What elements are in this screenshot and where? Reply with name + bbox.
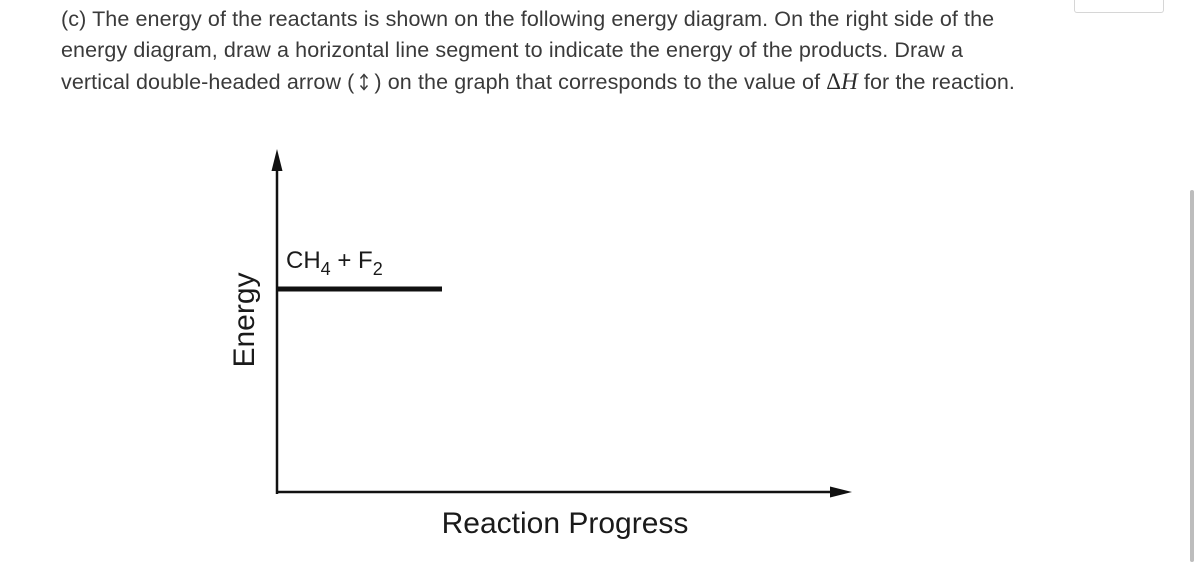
y-axis-arrowhead bbox=[272, 149, 283, 171]
question-text-start: The energy of the reactants is shown on the following energy diagram. On the right side of the energy diagram, draw a horizontal line segment to indicate the energy of the products. Draw a vertical double-headed arrow ( bbox=[61, 7, 995, 94]
x-axis-label: Reaction Progress bbox=[441, 507, 689, 540]
question-part: (c) bbox=[61, 7, 87, 31]
question-text-middle: ) on the graph that corresponds to the value of bbox=[374, 70, 827, 94]
reactants-label: $CH_4 + F_2$ bbox=[286, 247, 383, 279]
y-axis-label: Energy bbox=[228, 272, 261, 368]
delta-h-symbol: ΔH bbox=[826, 69, 858, 94]
question-text-end: for the reaction. bbox=[857, 70, 1016, 94]
x-axis-arrowhead bbox=[830, 487, 852, 498]
